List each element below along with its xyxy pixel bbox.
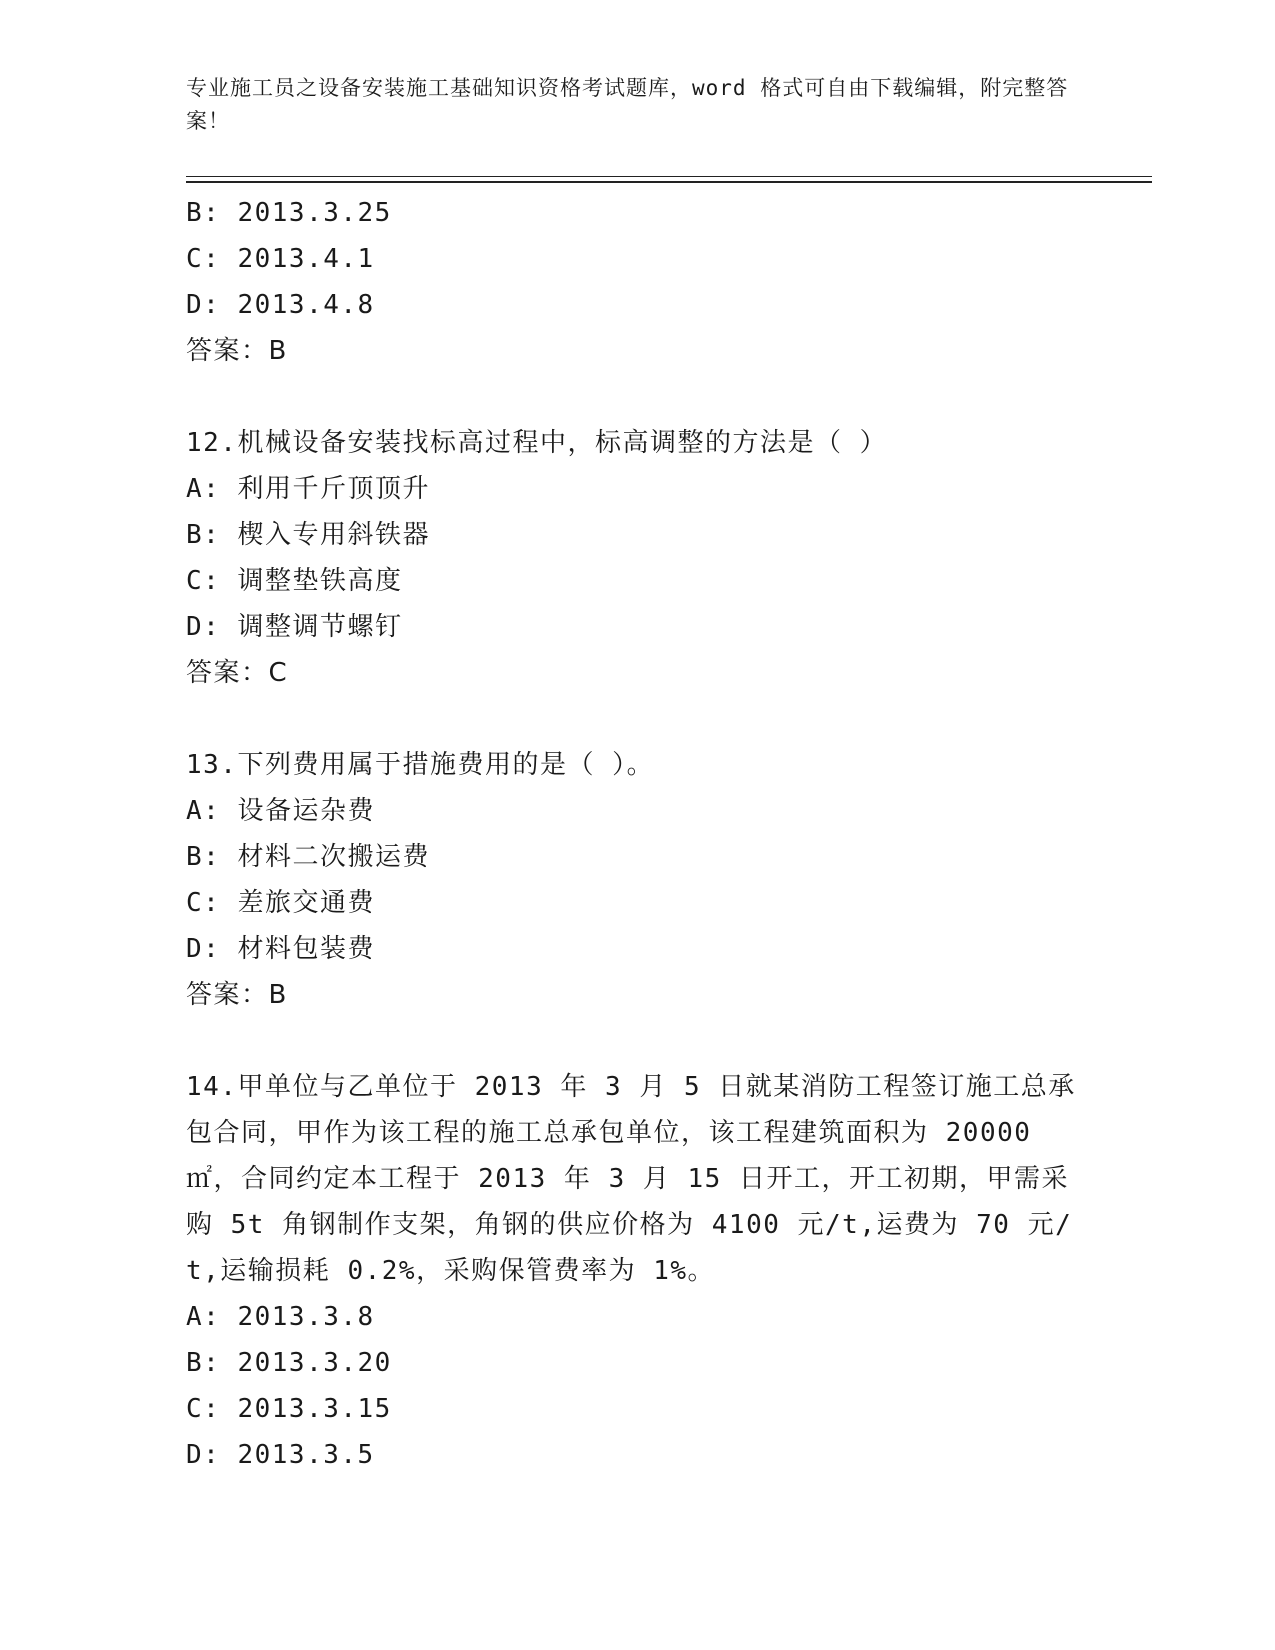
- option-c: C: 2013.4.1: [186, 244, 375, 274]
- option-d: D: 材料包装费: [186, 934, 375, 964]
- option-c: C: 调整垫铁高度: [186, 566, 403, 596]
- spacer: [186, 374, 1086, 420]
- previous-question: [186, 190, 1086, 374]
- spacer: [186, 696, 1086, 742]
- option-a: A: 设备运杂费: [186, 796, 375, 826]
- header-text: 专业施工员之设备安装施工基础知识资格考试题库，word 格式可自由下载编辑，附完整答案！: [186, 76, 1069, 133]
- question-12: [186, 420, 1086, 696]
- document-header: [186, 72, 1086, 138]
- question-13: [186, 742, 1086, 1018]
- option-b: B: 材料二次搬运费: [186, 842, 430, 872]
- option-b: B: 2013.3.20: [186, 1348, 392, 1378]
- document-body: [186, 190, 1086, 1478]
- option-a: A: 利用千斤顶顶升: [186, 474, 430, 504]
- option-c: C: 2013.3.15: [186, 1394, 392, 1424]
- answer: 答案：B: [186, 980, 288, 1010]
- question-stem: 12.机械设备安装找标高过程中，标高调整的方法是（ ）: [186, 428, 888, 458]
- option-b: B: 2013.3.25: [186, 198, 392, 228]
- answer: 答案：B: [186, 336, 288, 366]
- header-divider-thin: [186, 176, 1152, 177]
- option-b: B: 楔入专用斜铁器: [186, 520, 430, 550]
- question-14: [186, 1064, 1086, 1478]
- option-d: D: 2013.3.5: [186, 1440, 375, 1470]
- option-a: A: 2013.3.8: [186, 1302, 375, 1332]
- header-divider-thick: [186, 181, 1152, 183]
- option-d: D: 2013.4.8: [186, 290, 375, 320]
- question-stem: 13.下列费用属于措施费用的是（ ）。: [186, 750, 655, 780]
- spacer: [186, 1018, 1086, 1064]
- option-c: C: 差旅交通费: [186, 888, 375, 918]
- option-d: D: 调整调节螺钉: [186, 612, 403, 642]
- answer: 答案：C: [186, 658, 289, 688]
- question-stem: 14.甲单位与乙单位于 2013 年 3 月 5 日就某消防工程签订施工总承包合同，甲作为该工程的施工总承包单位，该工程建筑面积为 20000㎡，合同约定本工程于 2013 年 3 月 15 日开工，开工初期，甲需采购 5t 角钢制作支架，角钢的供应价格为 4100 元/t,运费为 70 元/t,运输损耗 0.2%，采购保管费率为 1%。: [186, 1072, 1076, 1286]
